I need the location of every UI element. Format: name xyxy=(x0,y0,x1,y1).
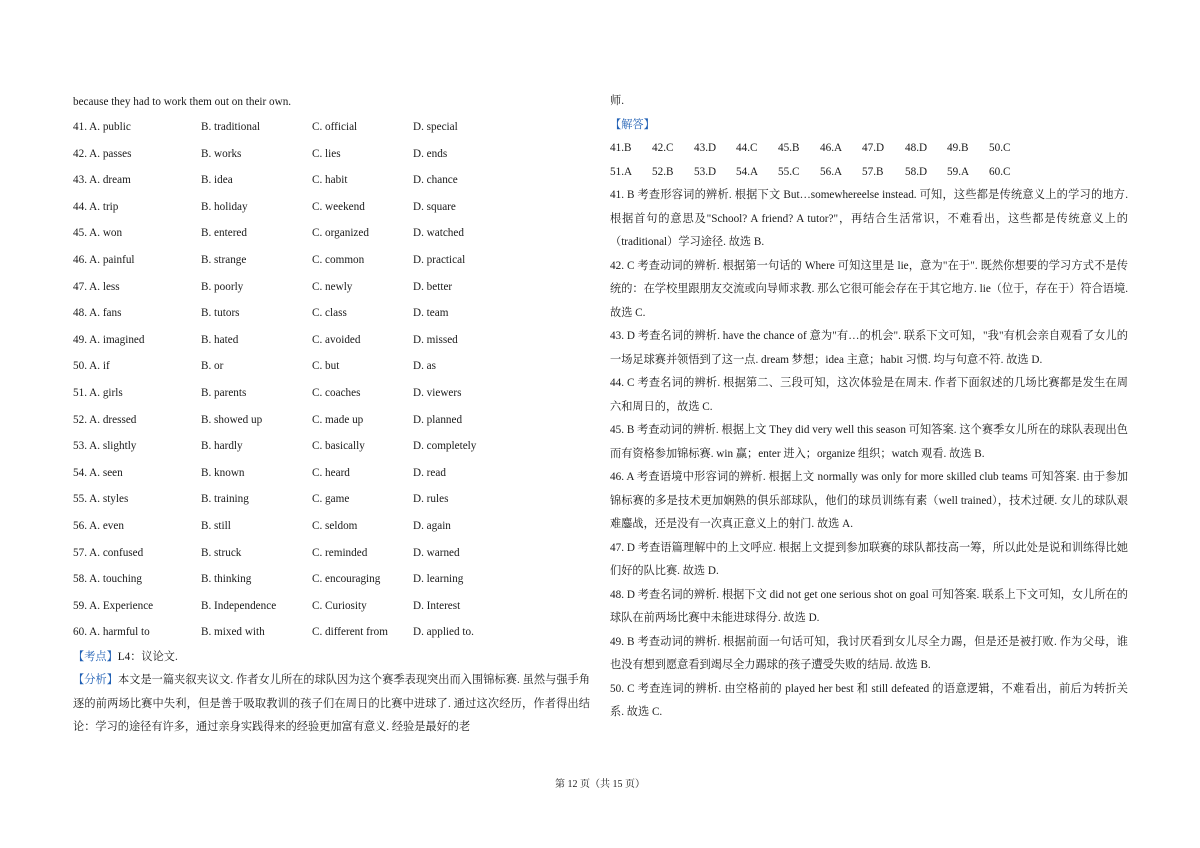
option-b: B. tutors xyxy=(201,307,240,320)
option-d: D. completely xyxy=(413,440,477,453)
option-d: D. again xyxy=(413,519,451,532)
option-c: C. game xyxy=(312,493,350,506)
option-d: D. rules xyxy=(413,493,449,506)
question-row xyxy=(73,194,590,221)
option-b: B. idea xyxy=(201,174,233,187)
option-a: 45. A. won xyxy=(73,227,123,240)
option-d: D. viewers xyxy=(413,386,462,399)
option-b: B. showed up xyxy=(201,413,263,426)
answer-item: 41.B xyxy=(610,142,632,154)
option-a: 46. A. painful xyxy=(73,253,135,266)
option-b: B. struck xyxy=(201,546,242,559)
answer-item: 42.C xyxy=(652,142,674,154)
answer-item: 45.B xyxy=(778,142,800,154)
explanation-paragraph: 42. C 考查动词的辨析. 根据第一句话的 Where 可知这里是 lie，意为"在于". 既然你想要的学习方式不是传统的：在学校里跟朋友交流或向导师求教. 那么它很可能会存在于其它地方. lie（位于，存在于）符合语境. 故选 C. xyxy=(610,259,1128,319)
option-b: B. hardly xyxy=(201,440,243,453)
option-a: 50. A. if xyxy=(73,360,110,373)
option-a: 60. A. harmful to xyxy=(73,626,150,639)
option-c: C. newly xyxy=(312,280,353,293)
answer-item: 55.C xyxy=(778,165,800,178)
question-row xyxy=(73,141,590,168)
option-b: B. or xyxy=(201,360,224,373)
option-c: C. but xyxy=(312,360,340,373)
option-d: D. ends xyxy=(413,147,448,160)
answer-row xyxy=(610,161,1128,185)
option-d: D. practical xyxy=(413,253,466,266)
answer-item: 47.D xyxy=(862,142,885,154)
option-b: B. poorly xyxy=(201,280,244,293)
option-b: B. known xyxy=(201,466,245,479)
jieda-label: 【解答】 xyxy=(610,118,655,131)
option-a: 59. A. Experience xyxy=(73,599,154,612)
option-a: 57. A. confused xyxy=(73,546,144,559)
explanation-paragraph: 43. D 考查名词的辨析. have the chance of 意为"有…的机会". 联系下文可知，"我"有机会亲自观看了女儿的一场足球赛并领悟到了这一点. dream 梦想；idea 主意；habit 习惯. 均与句意不符. 故选 D. xyxy=(610,330,1128,366)
option-d: D. learning xyxy=(413,573,464,586)
option-c: C. habit xyxy=(312,174,348,187)
option-d: D. square xyxy=(413,200,456,213)
option-b: B. traditional xyxy=(201,121,261,133)
fenxi-label: 【分析】 xyxy=(73,674,118,687)
option-a: 55. A. styles xyxy=(73,493,129,506)
option-c: C. basically xyxy=(312,440,365,453)
explanation-paragraph: 41. B 考查形容词的辨析. 根据下文 But…somewhereelse instead. 可知，这些都是传统意义上的学习的地方. 根据首句的意思及"School? A friend? A tutor?"，再结合生活常识，不难看出，这些都是传统意义上的（traditional）学习途径. 故选 B. xyxy=(610,189,1128,248)
option-b: B. strange xyxy=(201,253,247,266)
explanation-paragraph: 49. B 考查动词的辨析. 根据前面一句话可知，我讨厌看到女儿尽全力踢，但是还是被打败. 作为父母，谁也没有想到愿意看到竭尽全力踢球的孩子遭受失败的结局. 故选 B. xyxy=(610,635,1128,671)
explanation-paragraph: 48. D 考查名词的辨析. 根据下文 did not get one serious shot on goal 可知答案. 联系上下文可知，女儿所在的球队在前两场比赛中未能进球得分. 故选 D. xyxy=(610,588,1128,624)
kaodian-label: 【考点】 xyxy=(73,650,118,663)
option-c: C. made up xyxy=(312,413,364,426)
option-a: 54. A. seen xyxy=(73,466,123,479)
answer-item: 49.B xyxy=(947,142,969,154)
question-options-list xyxy=(73,114,590,646)
answer-item: 53.D xyxy=(694,165,717,178)
answer-row xyxy=(610,137,1128,161)
option-c: C. different from xyxy=(312,626,388,639)
option-b: B. Independence xyxy=(201,599,277,612)
option-c: C. avoided xyxy=(312,333,361,346)
option-d: D. planned xyxy=(413,413,463,426)
question-row xyxy=(73,619,590,646)
option-c: C. reminded xyxy=(312,546,368,559)
question-row xyxy=(73,566,590,593)
question-row xyxy=(73,540,590,567)
option-b: B. thinking xyxy=(201,573,252,586)
option-b: B. mixed with xyxy=(201,626,265,639)
option-d: D. as xyxy=(413,360,436,373)
option-c: C. encouraging xyxy=(312,573,381,586)
option-a: 44. A. trip xyxy=(73,200,119,213)
question-row xyxy=(73,513,590,540)
answer-item: 51.A xyxy=(610,165,633,178)
answer-item: 57.B xyxy=(862,165,884,178)
explanation-paragraph: 47. D 考查语篇理解中的上文呼应. 根据上文提到参加联赛的球队都技高一筹，所以此处是说和训练得比她们好的队比赛. 故选 D. xyxy=(610,541,1128,577)
option-a: 56. A. even xyxy=(73,519,124,532)
right-column xyxy=(610,90,1128,725)
left-column xyxy=(73,90,590,740)
option-d: D. special xyxy=(413,121,458,133)
question-row xyxy=(73,247,590,274)
answer-item: 58.D xyxy=(905,165,928,178)
answer-item: 43.D xyxy=(694,142,717,154)
answer-item: 60.C xyxy=(989,165,1011,178)
option-b: B. still xyxy=(201,519,231,532)
option-d: D. warned xyxy=(413,546,460,559)
question-row xyxy=(73,220,590,247)
answer-item: 56.A xyxy=(820,165,843,178)
explanations-list xyxy=(610,184,1128,725)
explanation-paragraph: 46. A 考查语境中形容词的辨析. 根据上文 normally was only for more skilled club teams 可知答案. 由于参加锦标赛的多是技术更加娴熟的俱乐部球队，他们的球员训练有素（well trained），技术过硬. 女儿的球队艰难鏖战，还是没有一次真正意义上的射门. 故选 A. xyxy=(610,471,1128,530)
option-c: C. organized xyxy=(312,227,369,240)
option-d: D. better xyxy=(413,280,453,293)
question-row xyxy=(73,486,590,513)
question-row xyxy=(73,300,590,327)
option-c: C. common xyxy=(312,253,365,266)
answer-item: 52.B xyxy=(652,165,674,178)
option-a: 49. A. imagined xyxy=(73,333,145,346)
option-b: B. hated xyxy=(201,333,239,346)
option-b: B. training xyxy=(201,493,249,506)
option-a: 53. A. slightly xyxy=(73,440,137,453)
question-row xyxy=(73,433,590,460)
question-row xyxy=(73,380,590,407)
answer-item: 59.A xyxy=(947,165,970,178)
answer-item: 48.D xyxy=(905,142,928,154)
option-d: D. read xyxy=(413,466,446,479)
question-row xyxy=(73,167,590,194)
option-b: B. works xyxy=(201,147,242,160)
option-a: 48. A. fans xyxy=(73,307,122,320)
kaodian-paragraph xyxy=(73,646,590,670)
option-b: B. parents xyxy=(201,386,247,399)
option-d: D. chance xyxy=(413,174,458,187)
option-a: 43. A. dream xyxy=(73,174,131,187)
kaodian-text: L4：议论文. xyxy=(117,650,178,663)
option-d: D. missed xyxy=(413,333,458,346)
answer-item: 46.A xyxy=(820,142,843,154)
question-row xyxy=(73,114,590,141)
option-d: D. team xyxy=(413,307,449,320)
explanation-paragraph: 44. C 考查名词的辨析. 根据第二、三段可知，这次体验是在周末. 作者下面叙述的几场比赛都是发生在周六和周日的，故选 C. xyxy=(610,377,1128,413)
option-a: 41. A. public xyxy=(73,121,131,133)
option-c: C. lies xyxy=(312,147,341,160)
answer-item: 50.C xyxy=(989,142,1011,154)
option-b: B. holiday xyxy=(201,200,248,213)
option-a: 51. A. girls xyxy=(73,386,123,399)
question-row xyxy=(73,353,590,380)
option-d: D. applied to. xyxy=(413,626,474,639)
option-d: D. Interest xyxy=(413,599,461,612)
answer-item: 44.C xyxy=(736,142,758,154)
option-a: 47. A. less xyxy=(73,280,120,293)
explanation-paragraph: 45. B 考查动词的辨析. 根据上文 They did very well this season 可知答案. 这个赛季女儿所在的球队表现出色而有资格参加锦标赛. win 赢；enter 进入；organize 组织；watch 观看. 故选 B. xyxy=(610,424,1128,460)
question-row xyxy=(73,274,590,301)
question-row xyxy=(73,460,590,487)
option-c: C. weekend xyxy=(312,200,365,213)
option-b: B. entered xyxy=(201,227,247,240)
fenxi-paragraph xyxy=(73,669,590,740)
question-row xyxy=(73,407,590,434)
continuation-text: 师. xyxy=(610,95,624,107)
answer-item: 54.A xyxy=(736,165,759,178)
option-c: C. coaches xyxy=(312,386,361,399)
option-c: C. official xyxy=(312,121,358,133)
option-c: C. Curiosity xyxy=(312,599,367,612)
option-a: 58. A. touching xyxy=(73,573,142,586)
option-d: D. watched xyxy=(413,227,464,240)
option-c: C. heard xyxy=(312,466,350,479)
intro-line: because they had to work them out on their own. xyxy=(73,96,292,108)
question-row xyxy=(73,593,590,620)
explanation-paragraph: 50. C 考查连词的辨析. 由空格前的 played her best 和 still defeated 的语意逻辑，不难看出，前后为转折关系. 故选 C. xyxy=(610,682,1128,718)
option-c: C. class xyxy=(312,307,347,320)
page-footer: 第 12 页（共 15 页） xyxy=(555,779,645,790)
question-row xyxy=(73,327,590,354)
option-a: 52. A. dressed xyxy=(73,413,137,426)
option-c: C. seldom xyxy=(312,519,358,532)
option-a: 42. A. passes xyxy=(73,147,132,160)
fenxi-text: 本文是一篇夹叙夹议文. 作者女儿所在的球队因为这个赛季表现突出而入围锦标赛. 虽然与强手角逐的前两场比赛中失利，但是善于吸取教训的孩子们在周日的比赛中进球了. 通过这次经历，作者得出结论：学习的途径有许多，通过亲身实践得来的经验更加富有意义. 经验是最好的老 xyxy=(73,674,590,734)
